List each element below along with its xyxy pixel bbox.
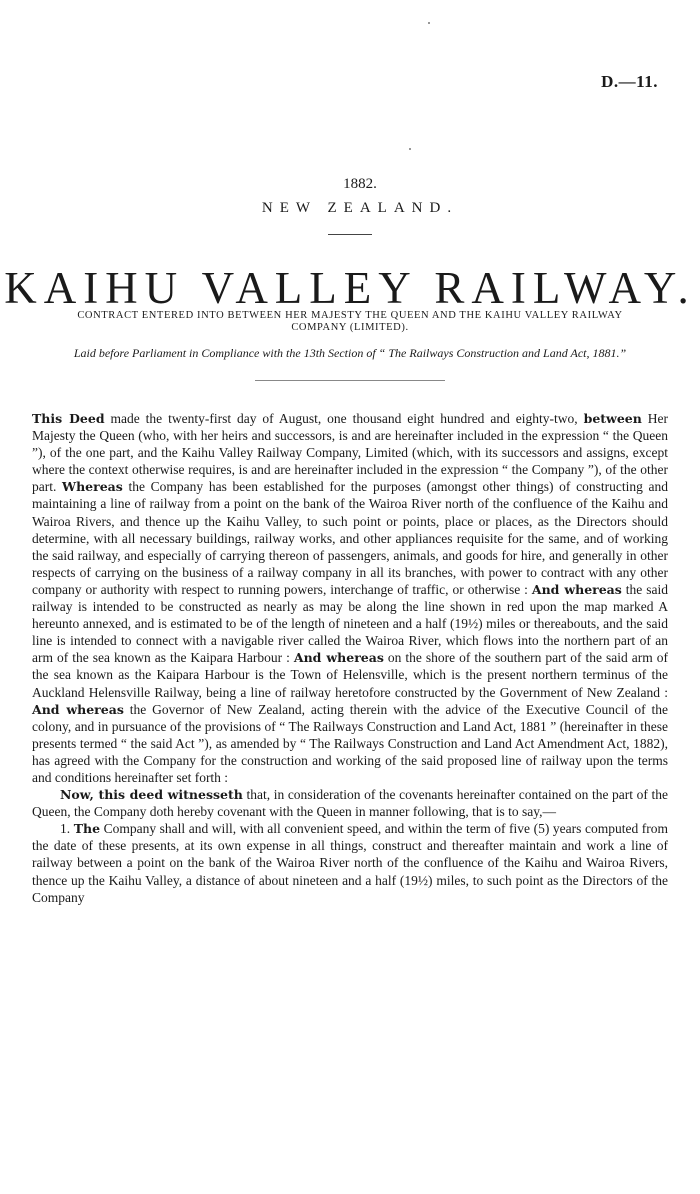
deed-paragraph-recitals [32,410,668,786]
blackletter-word: And whereas [32,701,124,717]
laid-before-note: Laid before Parliament in Compliance with the 13th Section of “ The Railways Construction and Land Act, 1881.” [73,346,627,360]
text-run: made the twenty-first day of August, one thousand eight hundred and eighty-two, [104,411,584,426]
text-run: the Governor of New Zealand, acting therein with the advice of the Executive Council of the colony, and in pursuance of the provisions of “ The Railways Construction and Land Act, 1881 ” (hereinafter in these presents termed “ the said Act ”), as amended by “ The Railways Construction and Land Act Amendment Act, 1882), has agreed with the Company for the construction and working of the said proposed line of railway upon the terms and conditions hereinafter set forth : [32,701,668,785]
deed-paragraph-witnesseth [32,786,668,820]
paper-speck [409,148,411,150]
blackletter-lead: The [73,821,101,837]
text-run: the said railway is intended to be constructed as nearly as may be along the line shown in red upon the map marked A hereunto annexed, and is estimated to be of the length of nineteen and a half (19½) miles or thereabouts, and the said line is intended to connect with a navigable river called the Wairoa River, which flows into the northern part of an arm of the sea known as the Kaipara Harbour : [32,581,668,666]
deed-clause-1 [32,820,668,905]
blackletter-word: And whereas [531,581,622,597]
blackletter-lead: Now, this deed witnesseth [60,787,243,803]
blackletter-word: And whereas [293,650,384,666]
deed-body [32,410,668,906]
paper-speck [428,22,430,24]
text-run: that, in consideration of the covenants hereinafter contained on the part of the Queen, the Company doth hereby covenant with the Queen in manner following, that is to say,— [32,787,669,820]
blackletter-word: Whereas [62,479,123,495]
title-divider [328,234,372,235]
text-run: on the shore of the southern part of the said arm of the sea known as the Kaipara Harbour is the Town of Helensville, which is the present northern terminus of the Auckland Helensville Railway, being a line of railway heretofore constructed by the Government of New Zealand : [32,650,669,700]
blackletter-lead: This Deed [32,411,105,426]
document-title: KAIHU VALLEY RAILWAY. [4,263,696,313]
text-run: Company shall and will, with all convenient speed, and within the term of five (5) years computed from the date of these presents, at its own expense in all things, construct and thereafter maintain and work a line of railway between a point on the bank of the Wairoa River north of the confluence of the Kaihu and Wairoa Rivers, thence up the Kaihu Valley, a distance of about nineteen and a half (19½) miles, to such point as the Directors of the Company [32,821,668,905]
document-year: 1882. [343,176,377,192]
text-run: the Company has been established for the purposes (amongst other things) of constructing and maintaining a line of railway from a point on the bank of the Wairoa River north of the confluence of the Kaihu and Wairoa Rivers, and thence up the Kaihu Valley, to such point or points, place or places, as the Directors should determine, with all necessary buildings, railway works, and other appliances requisite for the same, and of working the said railway, and especially of carrying thereon of passengers, animals, and goods for hire, and generally in other respects of carrying on the business of a railway company in all its branches, with power to contract with any other company or authority with respect to running powers, interchange of traffic, or otherwise : [32,479,668,597]
document-country: NEW ZEALAND. [261,200,459,216]
blackletter-word: between [583,411,642,426]
section-divider [255,380,445,381]
page-reference: D.—11. [601,72,658,91]
clause-number: 1. [60,821,74,837]
text-run: Her Majesty the Queen (who, with her heirs and successors, is and are hereinafter included in the expression “ the Queen ”), of the one part, and the Kaihu Valley Railway Company, Limited (which, with its successors and assigns, except where the context otherwise requires, is and are hereinafter included in the expression “ the Company ”), of the other part. [32,411,668,495]
document-subtitle: CONTRACT ENTERED INTO BETWEEN HER MAJESTY THE QUEEN AND THE KAIHU VALLEY RAILWAY COMPANY (LIMITED). [77,310,623,333]
